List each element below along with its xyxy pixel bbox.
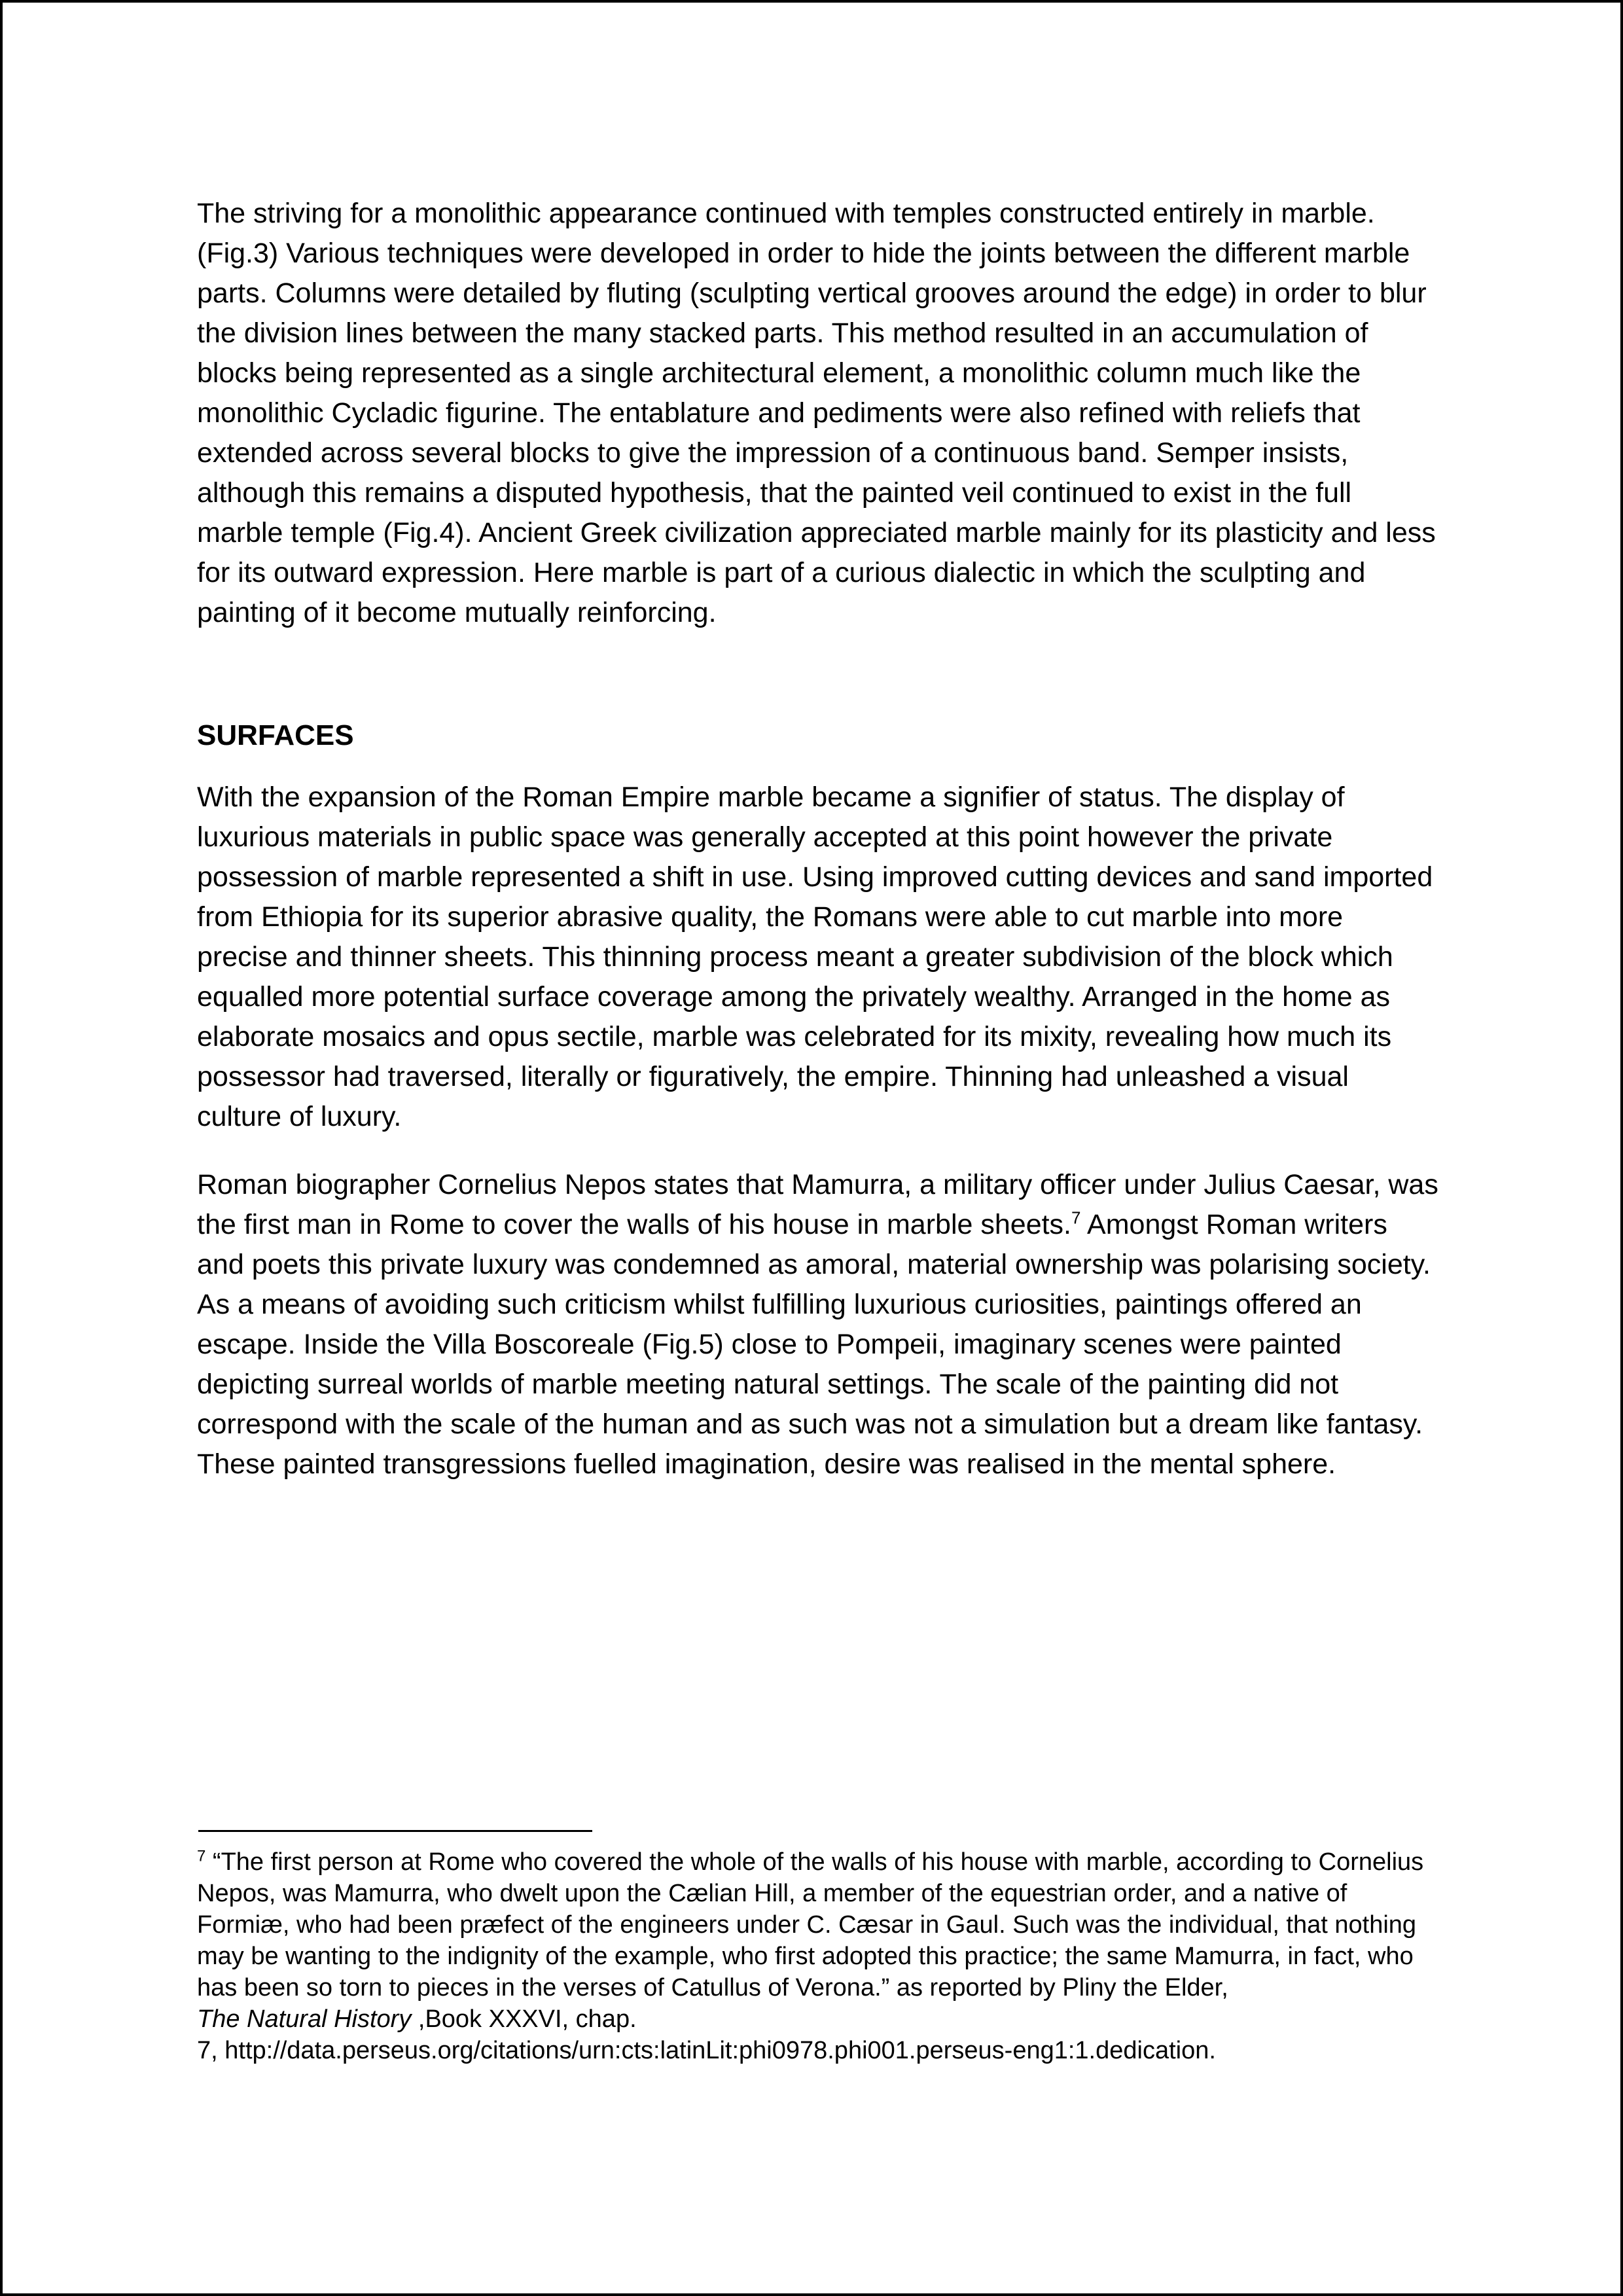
footnote-book-detail: ,Book XXXVI, chap.: [411, 2005, 637, 2033]
paragraph-3-text-end: Amongst Roman writers and poets this private luxury was condemned as amoral, material ownership was polarising society. As a means of avoiding such criticism whilst fulfilling luxurious curiosities, paintings offered an escape. Inside the Villa Boscoreale (Fig.5) close to Pompeii, imaginary scenes were painted depicting surreal worlds of marble meeting natural settings. The scale of the painting did not correspond with the scale of the human and as such was not a simulation but a dream like fantasy. These painted transgressions fuelled imagination, desire was realised in the mental sphere.: [197, 1209, 1431, 1480]
footnote-number: 7: [197, 1847, 206, 1865]
footnotes: [197, 1830, 1440, 2066]
section-heading: SURFACES: [197, 719, 354, 751]
footnote-citation-line: [197, 2003, 1440, 2035]
paragraph-3: [197, 1165, 1440, 1484]
footnote-book-title: The Natural History: [197, 2005, 412, 2033]
footnote-reference: 7: [1071, 1208, 1081, 1228]
paragraph-3-text-start: Roman biographer Cornelius Nepos states that Mamurra, a military officer under Julius Caesar, was the first man in Rome to cover the walls of his house in marble sheets.: [197, 1169, 1438, 1240]
footnote-separator: [198, 1830, 592, 1832]
paragraph-1: The striving for a monolithic appearance continued with temples constructed entirely in marble. (Fig.3) Various techniques were developed in order to hide the joints between the different marble parts. Columns were detailed by fluting (sculpting vertical grooves around the edge) in order to blur the division lines between the many stacked parts. This method resulted in an accumulation of blocks being represented as a single architectural element, a monolithic column much like the monolithic Cycladic figurine. The entablature and pediments were also refined with reliefs that extended across several blocks to give the impression of a continuous band. Semper insists, although this remains a disputed hypothesis, that the painted veil continued to exist in the full marble temple (Fig.4). Ancient Greek civilization appreciated marble mainly for its plasticity and less for its outward expression. Here marble is part of a curious dialectic in which the sculpting and painting of it become mutually reinforcing.: [197, 198, 1436, 628]
paragraph-2: With the expansion of the Roman Empire marble became a signifier of status. The display of luxurious materials in public space was generally accepted at this point however the private possession of marble represented a shift in use. Using improved cutting devices and sand imported from Ethiopia for its superior abrasive quality, the Romans were able to cut marble into more precise and thinner sheets. This thinning process meant a greater subdivision of the block which equalled more potential surface coverage among the privately wealthy. Arranged in the home as elaborate mosaics and opus sectile, marble was celebrated for its mixity, revealing how much its possessor had traversed, literally or figuratively, the empire. Thinning had unleashed a visual culture of luxury.: [197, 781, 1433, 1132]
main-text: [197, 194, 1440, 1484]
footnote-quote: “The first person at Rome who covered the whole of the walls of his house with marble, according to Cornelius Nepos, was Mamurra, who dwelt upon the Cælian Hill, a member of the equestrian order, and a native of Formiæ, who had been præfect of the engineers under C. Cæsar in Gaul. Such was the individual, that nothing may be wanting to the indignity of the example, who first adopted this practice; the same Mamurra, in fact, who has been so torn to pieces in the verses of Catullus of Verona.” as reported by Pliny the Elder,: [197, 1848, 1424, 2001]
footnote-7: [197, 1846, 1440, 2066]
footnote-source-link: 7, http://data.perseus.org/citations/urn:cts:latinLit:phi0978.phi001.perseus-eng1:1.dedication.: [197, 2037, 1216, 2064]
footnote-quote-line: [197, 1846, 1440, 2003]
